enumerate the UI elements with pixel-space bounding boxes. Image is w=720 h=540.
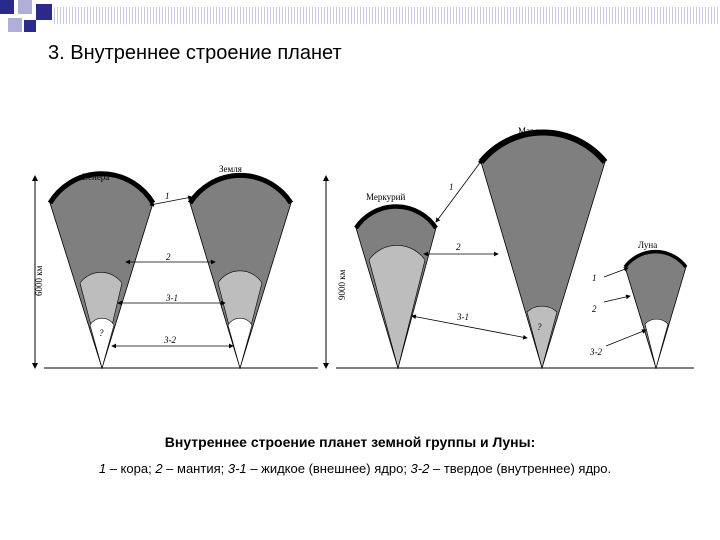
venus-wedge — [50, 174, 153, 368]
moon-wedge — [625, 252, 686, 368]
moon-mantle-pointer — [604, 296, 630, 302]
left-panel — [34, 164, 318, 368]
crust-mark: 1 — [449, 182, 454, 192]
moon-label: Луна — [638, 240, 658, 250]
mars-label: Марс — [518, 126, 539, 136]
moon-core-mark: 3-2 — [590, 347, 602, 357]
crust-connector — [150, 197, 192, 205]
moon-core-pointer — [606, 330, 646, 346]
venus-label: Венера — [82, 172, 110, 182]
moon-crust-mark: 1 — [592, 273, 597, 283]
legend-text: мантия — [177, 461, 221, 476]
mantle-mark: 2 — [456, 242, 461, 252]
venus-unknown-mark: ? — [99, 328, 104, 338]
right-panel — [326, 126, 694, 368]
outer-core-mark: 3-1 — [457, 312, 469, 322]
legend-text: кора — [120, 461, 149, 476]
legend-key: 3-1 — [227, 461, 247, 476]
mars-unknown-mark: ? — [537, 322, 542, 332]
slide-title: 3. Внутреннее строение планет — [48, 42, 342, 64]
legend-text: жидкое (внешнее) ядро — [261, 461, 404, 476]
mantle-mark: 2 — [166, 252, 171, 262]
crust-connector — [436, 160, 482, 222]
legend-text: твердое (внутреннее) ядро — [443, 461, 608, 476]
legend-key: 2 — [155, 461, 163, 476]
mercury-label: Меркурий — [366, 192, 406, 202]
crust-mark: 1 — [165, 191, 170, 201]
outer-core-mark: 3-1 — [166, 293, 178, 303]
moon-mantle-mark: 2 — [592, 304, 597, 314]
legend-key: 1 — [98, 461, 107, 476]
earth-wedge — [190, 175, 291, 368]
right-scale-label: 9000 км — [337, 269, 347, 300]
legend-key: 3-2 — [410, 461, 430, 476]
earth-label: Земля — [219, 164, 242, 174]
mercury-wedge — [356, 207, 436, 368]
moon-crust-pointer — [604, 268, 628, 277]
caption-title: Внутреннее строение планет земной группы и Луны: — [164, 434, 536, 450]
left-scale-label: 6000 км — [34, 265, 44, 296]
outer-core-connector — [412, 316, 527, 338]
inner-core-mark: 3-2 — [164, 335, 176, 345]
caption-legend: 1 – кора; 2 – мантия; 3-1 – жидкое (внешнее) ядро; 3-2 – твердое (внутреннее) ядро. — [98, 461, 612, 476]
